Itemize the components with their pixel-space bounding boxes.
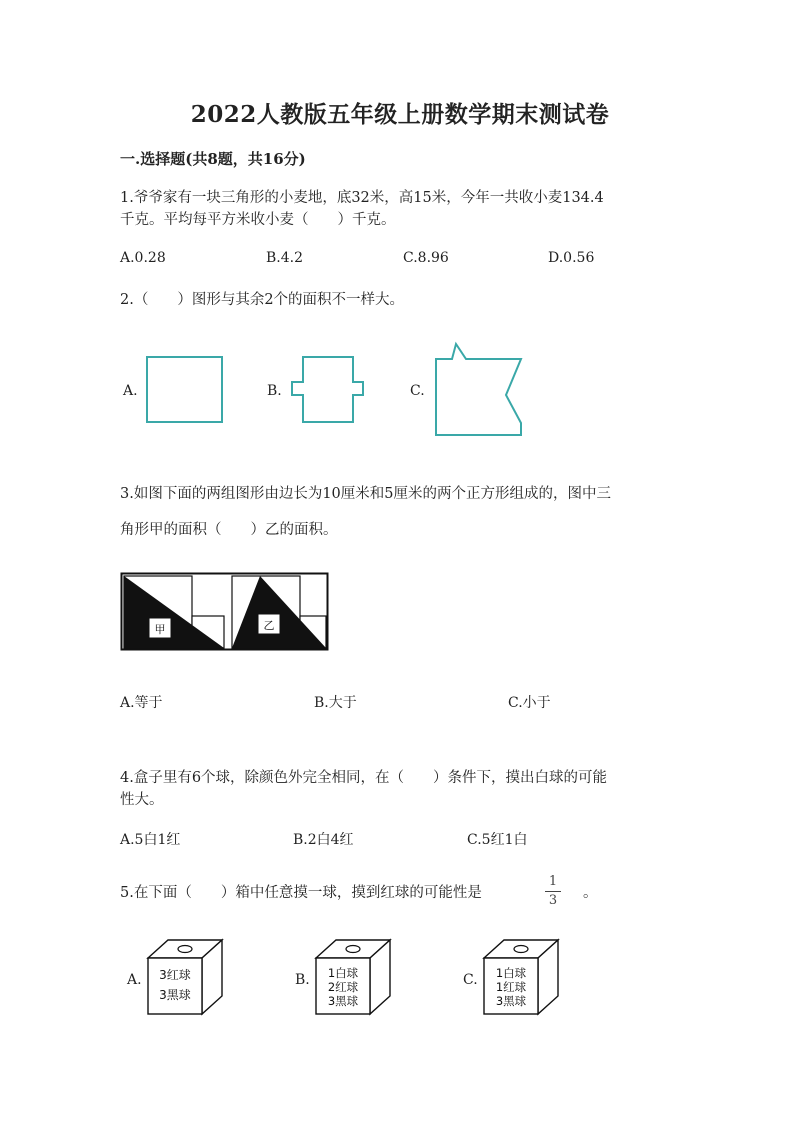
q1-option-c: C.8.96 [403, 250, 449, 266]
triangle-yi-label: 乙 [263, 619, 275, 632]
question-4-line-1: 4.盒子里有6个球，除颜色外完全相同，在（ ）条件下，摸出白球的可能 [120, 770, 608, 786]
question-5-end: 。 [583, 885, 598, 901]
q2-shapes-figure [0, 330, 800, 450]
question-5-text: 5.在下面（ ）箱中任意摸一球，摸到红球的可能性是 [120, 885, 482, 901]
q1-option-a: A.0.28 [120, 250, 166, 266]
q4-option-b: B.2白4红 [293, 832, 354, 848]
fraction-one-third [545, 874, 561, 909]
q5-box-label-a: A. [127, 972, 142, 988]
box-b-line-1: 1白球 [327, 966, 359, 980]
box-b-line-2: 2红球 [327, 980, 359, 994]
q3-option-c: C.小于 [508, 695, 551, 711]
notched-shape-b [292, 357, 363, 422]
q5-box-label-c: C. [463, 972, 478, 988]
page-title: 2022人教版五年级上册数学期末测试卷 [190, 101, 610, 128]
question-2-text: 2.（ ）图形与其余2个的面积不一样大。 [120, 292, 405, 308]
question-1-line-2: 千克。平均每平方米收小麦（ ）千克。 [120, 212, 396, 228]
fraction-denominator: 3 [548, 893, 558, 908]
box-c-line-1: 1白球 [495, 966, 527, 980]
box-a-line-2: 3黑球 [159, 988, 191, 1002]
triangle-jia-label: 甲 [154, 623, 166, 636]
question-4-line-2: 性大。 [120, 792, 164, 808]
fraction-numerator: 1 [548, 874, 558, 889]
q1-option-d: D.0.56 [548, 250, 595, 266]
irregular-shape-c [436, 344, 521, 435]
box-c-line-3: 3黑球 [495, 994, 527, 1008]
q2-shape-label-a: A. [123, 383, 138, 399]
box-c-line-2: 1红球 [495, 980, 527, 994]
square-shape-a [147, 357, 222, 422]
q4-option-c: C.5红1白 [467, 832, 528, 848]
box-hole-icon [346, 946, 360, 953]
question-3-line-1: 3.如图下面的两组图形由边长为10厘米和5厘米的两个正方形组成的，图中三 [120, 486, 612, 502]
cube-box-a [145, 938, 225, 1018]
section-heading: 一.选择题(共8题，共16分) [120, 150, 306, 168]
cube-box-c [481, 938, 561, 1018]
box-b-line-3: 3黑球 [327, 994, 359, 1008]
question-3-line-2: 角形甲的面积（ ）乙的面积。 [120, 522, 338, 538]
q4-option-a: A.5白1红 [120, 832, 181, 848]
box-a-line-1: 3红球 [159, 968, 191, 982]
q5-box-label-b: B. [295, 972, 310, 988]
q2-shape-label-c: C. [410, 383, 425, 399]
q3-triangle-figure [120, 572, 330, 652]
cube-box-b [313, 938, 393, 1018]
q3-option-a: A.等于 [120, 695, 163, 711]
question-1-line-1: 1.爷爷家有一块三角形的小麦地，底32米，高15米，今年一共收小麦134.4 [120, 190, 604, 206]
q2-shape-label-b: B. [267, 383, 282, 399]
q1-option-b: B.4.2 [266, 250, 304, 266]
box-hole-icon [514, 946, 528, 953]
q3-option-b: B.大于 [314, 695, 357, 711]
box-hole-icon [178, 946, 192, 953]
